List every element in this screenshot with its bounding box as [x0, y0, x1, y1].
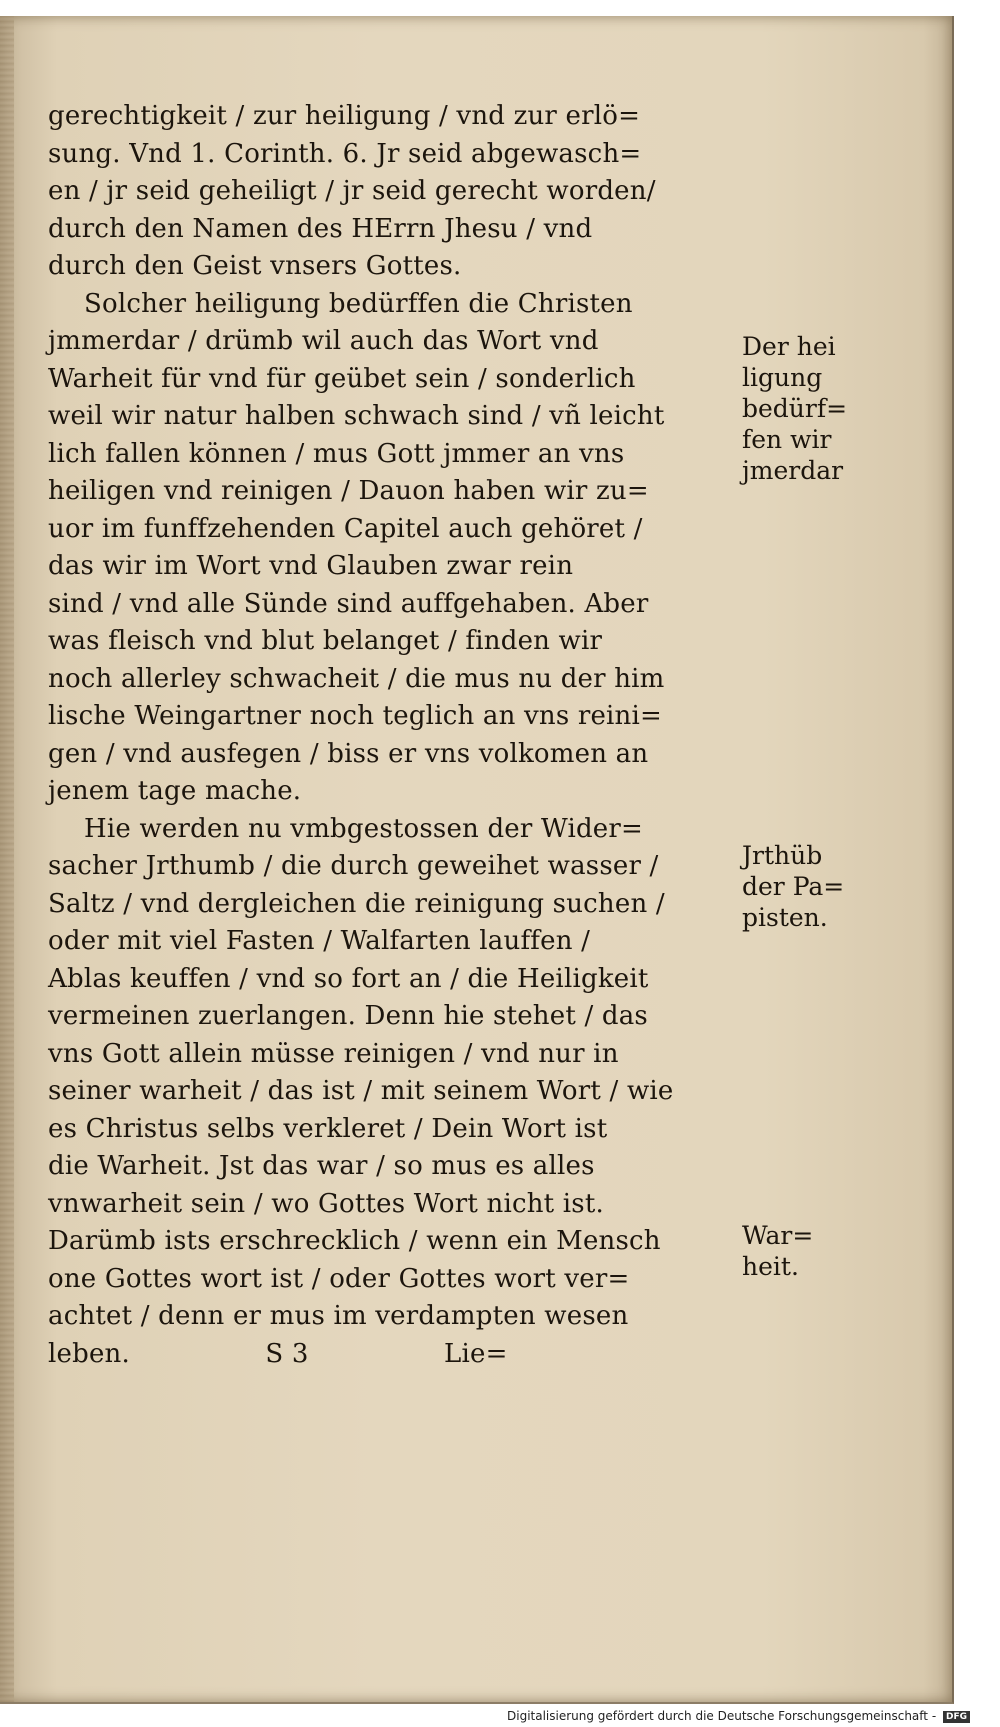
text-line: one Gottes wort ist / oder Gottes wort ver=	[48, 1263, 630, 1294]
text-line: Darümb ists erschrecklich / wenn ein Mensch	[48, 1226, 661, 1256]
margin-note-line: der Pa=	[742, 872, 845, 901]
text-line: Solcher heiligung bedürffen die Christen	[84, 288, 633, 319]
text-line: sung. Vnd 1. Corinth. 6. Jr seid abgewasch=	[48, 138, 642, 169]
margin-note-jrthumb	[742, 840, 862, 933]
text-line: uor im funffzehenden Capitel auch gehöret /	[48, 513, 643, 544]
text-line: gen / vnd ausfegen / biss er vns volkomen an	[48, 738, 649, 769]
text-line: achtet / denn er mus im verdampten wesen	[48, 1301, 629, 1331]
text-line: seiner warheit / das ist / mit seinem Wort / wie	[48, 1076, 674, 1106]
margin-note-line: ligung	[742, 363, 823, 392]
text-line: sind / vnd alle Sünde sind auffgehaben. Aber	[48, 588, 649, 619]
text-line: Saltz / vnd dergleichen die reinigung suchen /	[48, 888, 665, 919]
text-line: oder mit viel Fasten / Walfarten lauffen /	[48, 926, 591, 956]
margin-note-line: heit.	[742, 1252, 799, 1281]
text-line: vns Gott allein müsse reinigen / vnd nur in	[48, 1038, 619, 1069]
text-line: vermeinen zuerlangen. Denn hie stehet / das	[48, 1001, 648, 1031]
text-line: heiligen vnd reinigen / Dauon haben wir zu=	[48, 476, 649, 506]
margin-note-line: fen wir	[742, 425, 832, 454]
text-line: Hie werden nu vmbgestossen der Wider=	[84, 813, 643, 844]
text-line: durch den Geist vnsers Gottes.	[48, 251, 462, 281]
margin-note-line: pisten.	[742, 903, 828, 932]
margin-note-line: bedürf=	[742, 394, 848, 423]
text-line: es Christus selbs verkleret / Dein Wort ist	[48, 1113, 608, 1144]
text-line: lich fallen können / mus Gott jmmer an vns	[48, 438, 625, 469]
text-line: weil wir natur halben schwach sind / vñ leicht	[48, 401, 665, 431]
margin-note-line: jmerdar	[742, 456, 844, 485]
margin-note-line: Jrthüb	[742, 841, 823, 870]
text-line: sacher Jrthumb / die durch geweihet wasser /	[48, 851, 659, 881]
margin-note-heiligung	[742, 331, 862, 486]
margin-note-line: Der hei	[742, 332, 836, 361]
text-line: gerechtigkeit / zur heiligung / vnd zur erlö=	[48, 101, 641, 131]
text-line: jmmerdar / drümb wil auch das Wort vnd	[48, 326, 599, 356]
text-line: noch allerley schwacheit / die mus nu der him	[48, 663, 665, 694]
text-line: durch den Namen des HErrn Jhesu / vnd	[48, 213, 593, 244]
digitization-footer	[0, 1708, 1000, 1727]
text-line-last: leben. S 3 Lie=	[48, 1338, 508, 1369]
main-text-block	[48, 98, 748, 1373]
text-line: vnwarheit sein / wo Gottes Wort nicht ist.	[48, 1188, 604, 1219]
text-line: die Warheit. Jst das war / so mus es alles	[48, 1151, 595, 1181]
text-line: Warheit für vnd für geübet sein / sonderlich	[48, 363, 636, 394]
text-line: jenem tage mache.	[48, 776, 302, 806]
dfg-logo: DFG	[943, 1711, 970, 1723]
footer-credit	[507, 1709, 970, 1723]
text-line: Ablas keuffen / vnd so fort an / die Heiligkeit	[48, 963, 649, 994]
book-page	[0, 16, 954, 1704]
text-line: was fleisch vnd blut belanget / finden wir	[48, 626, 603, 656]
margin-note-warheit	[742, 1220, 862, 1282]
footer-credit-text: Digitalisierung gefördert durch die Deutsche Forschungsgemeinschaft -	[507, 1709, 937, 1723]
text-line: das wir im Wort vnd Glauben zwar rein	[48, 551, 574, 581]
margin-note-line: War=	[742, 1221, 814, 1250]
text-line: lische Weingartner noch teglich an vns reini=	[48, 701, 663, 731]
text-line: en / jr seid geheiligt / jr seid gerecht worden/	[48, 176, 656, 206]
